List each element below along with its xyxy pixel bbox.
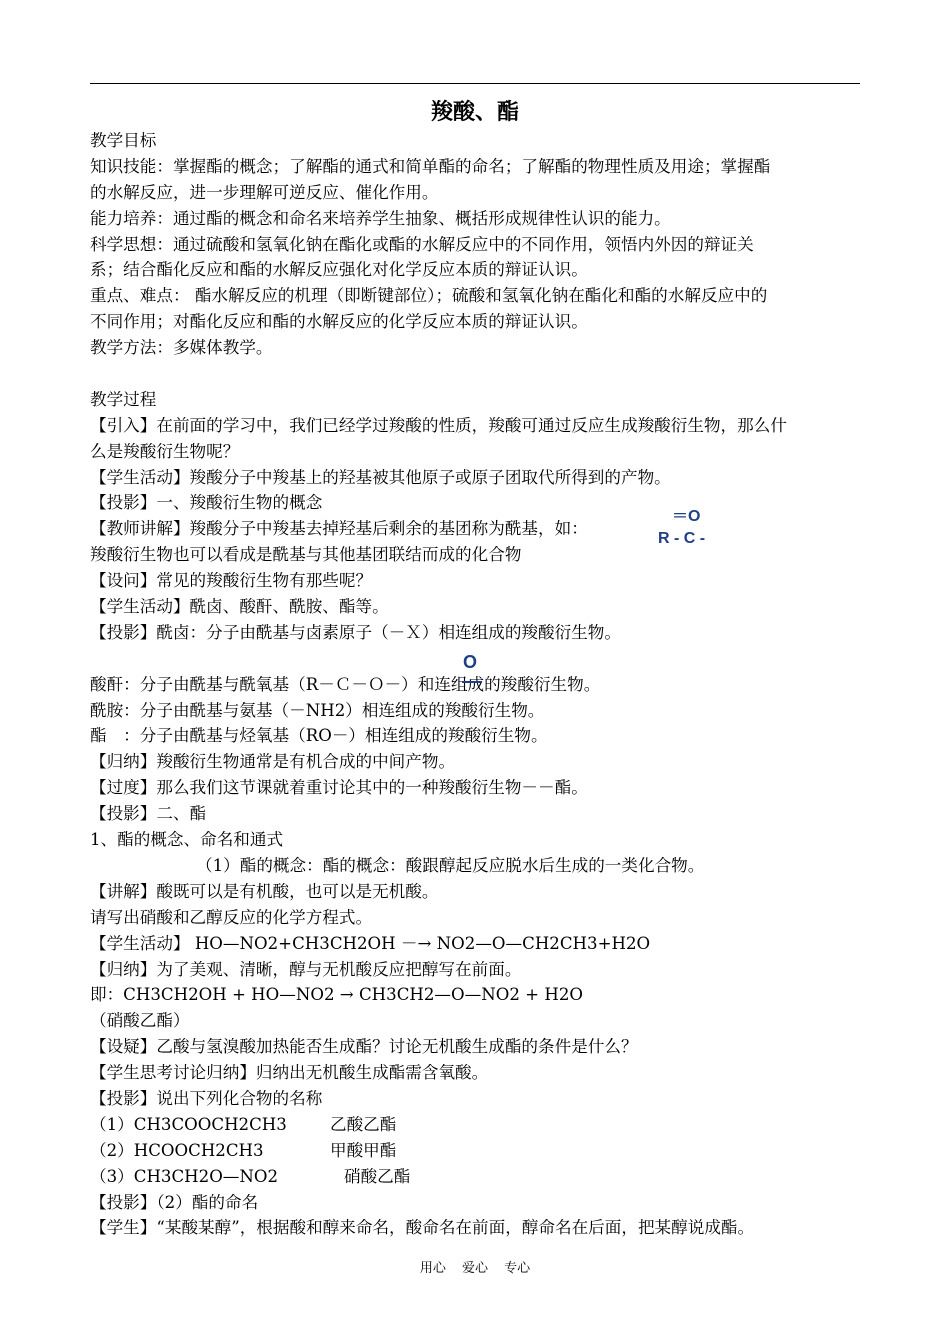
footer-word: 爱心 <box>461 1261 488 1276</box>
header-rule <box>90 83 860 84</box>
document-body <box>90 128 862 1241</box>
text-line: 【设疑】乙酸与氢溴酸加热能否生成酯？讨论无机酸生成酯的条件是什么？ <box>90 1037 638 1057</box>
anhydride-line: 酸酐：分子由酰基与酰氧基（R－Ｃ－Ｏ－）和连组成的羧酸衍生物。 <box>90 674 601 694</box>
text-line: 【投影】二、酯 <box>90 804 207 824</box>
text-line: 教学方法：多媒体教学。 <box>90 338 273 358</box>
text-line: 【学生活动】羧酸分子中羧基上的羟基被其他原子或原子团取代所得到的产物。 <box>90 467 671 487</box>
text-line: 【教师讲解】羧酸分子中羧基去掉羟基后剩余的基团称为酰基，如： <box>90 519 588 539</box>
strike-mark <box>462 681 482 683</box>
acyl-formula-top: ＝O <box>672 508 701 525</box>
text-line: 【投影】一、羧酸衍生物的概念 <box>90 493 323 513</box>
text-line: 【归纳】为了美观、清晰，醇与无机酸反应把醇写在前面。 <box>90 959 522 979</box>
text-line: 酰胺：分子由酰基与氨基（－NH2）相连组成的羧酸衍生物。 <box>90 700 545 720</box>
text-line: 请写出硝酸和乙醇反应的化学方程式。 <box>90 907 373 927</box>
anhydride-oxygen-label: O <box>463 652 478 672</box>
text-line: 知识技能：掌握酯的概念；了解酯的通式和简单酯的命名；了解酯的物理性质及用途；掌握酯 <box>90 156 771 176</box>
text-line: 【学生活动】酰卤、酸酐、酰胺、酯等。 <box>90 597 389 617</box>
indented-line: （1）酯的概念：酯的概念：酸跟醇起反应脱水后生成的一类化合物。 <box>196 855 705 875</box>
blank-line <box>90 361 862 387</box>
text-line: 【引入】在前面的学习中，我们已经学过羧酸的性质，羧酸可通过反应生成羧酸衍生物，那么什 <box>90 415 787 435</box>
text-line: （硝酸乙酯） <box>90 1011 190 1031</box>
text-line: 【归纳】羧酸衍生物通常是有机合成的中间产物。 <box>90 752 456 772</box>
naming-row <box>90 1164 862 1190</box>
text-line: 不同作用；对酯化反应和酯的水解反应的化学反应本质的辩证认识。 <box>90 312 588 332</box>
text-line: 【讲解】酸既可以是有机酸，也可以是无机酸。 <box>90 881 439 901</box>
naming-row <box>90 1138 862 1164</box>
text-line: 能力培养：通过酯的概念和命名来培养学生抽象、概括形成规律性认识的能力。 <box>90 208 671 228</box>
equation-line: 即：CH3CH2OH + HO—NO2 → CH3CH2—O—NO2 + H2O <box>90 985 583 1005</box>
footer-word: 专心 <box>504 1261 531 1276</box>
naming-formula: （2）HCOOCH2CH3 <box>90 1140 264 1160</box>
text-line: 1、酯的概念、命名和通式 <box>90 830 284 850</box>
text-line: 【投影】说出下列化合物的名称 <box>90 1088 323 1108</box>
text-line: 【学生】“某酸某醇”，根据酸和醇来命名，酸命名在前面，醇命名在后面，把某醇说成酯。 <box>90 1218 755 1238</box>
footer-word: 用心 <box>419 1261 446 1276</box>
naming-name: 甲酸甲酯 <box>330 1140 397 1160</box>
text-line: 重点、难点： 酯水解反应的机理（即断键部位）；硫酸和氢氧化钠在酯化和酯的水解反应中的 <box>90 286 768 306</box>
text-line: 【学生思考讨论归纳】归纳出无机酸生成酯需含氧酸。 <box>90 1063 489 1083</box>
text-line: 科学思想：通过硫酸和氢氧化钠在酯化或酯的水解反应中的不同作用，领悟内外因的辩证关 <box>90 234 754 254</box>
acyl-formula-bottom: R - C - <box>658 530 706 547</box>
page-title: 羧酸、酯 <box>430 100 519 125</box>
text-line: 教学过程 <box>90 389 157 409</box>
text-line: 【过度】那么我们这节课就着重讨论其中的一种羧酸衍生物－－酯。 <box>90 778 588 798</box>
naming-row <box>90 1112 862 1138</box>
page-footer <box>0 1260 950 1278</box>
equation-line: 【学生活动】 HO—NO2+CH3CH2OH －→ NO2—O—CH2CH3+H2O <box>90 933 651 953</box>
naming-formula: （3）CH3CH2O—NO2 <box>90 1166 279 1186</box>
naming-name: 乙酸乙酯 <box>330 1114 397 1134</box>
text-line: 教学目标 <box>90 131 157 150</box>
text-line: 羧酸衍生物也可以看成是酰基与其他基团联结而成的化合物 <box>90 545 522 565</box>
text-line: 【投影】（2）酯的命名 <box>90 1192 259 1212</box>
naming-formula: （1）CH3COOCH2CH3 <box>90 1114 287 1134</box>
text-line: 【投影】酰卤：分子由酰基与卤素原子（－Ｘ）相连组成的羧酸衍生物。 <box>90 622 621 642</box>
text-line: 么是羧酸衍生物呢？ <box>90 441 240 461</box>
text-line: 【设问】常见的羧酸衍生物有那些呢？ <box>90 571 373 591</box>
text-line: 系；结合酯化反应和酯的水解反应强化对化学反应本质的辩证认识。 <box>90 260 588 280</box>
text-line: 酯 ：分子由酰基与烃氧基（RO－）相连组成的羧酸衍生物。 <box>90 726 548 746</box>
naming-name: 硝酸乙酯 <box>344 1166 411 1186</box>
text-line: 的水解反应，进一步理解可逆反应、催化作用。 <box>90 182 439 202</box>
